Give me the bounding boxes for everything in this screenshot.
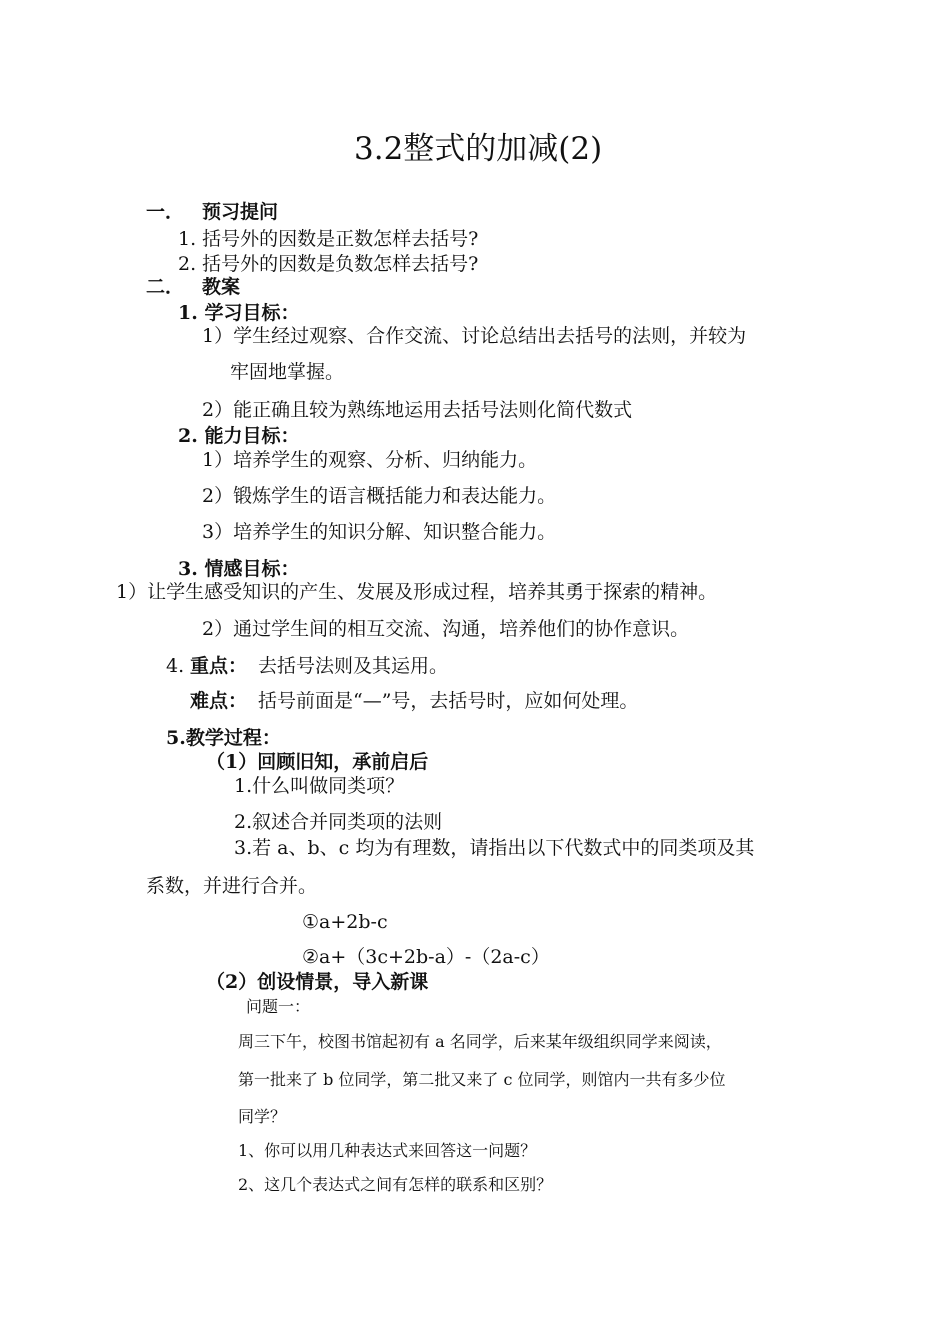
preview-question-2: 2. 括号外的因数是负数怎样去括号?: [178, 253, 479, 275]
section-1-number: 一．: [146, 201, 185, 223]
review-question-1: 1.什么叫做同类项？: [234, 775, 405, 797]
problem-question-2: 2、这几个表达式之间有怎样的联系和区别？: [238, 1175, 553, 1194]
emotion-goal-2: 2）通过学生间的相互交流、沟通，培养他们的协作意识。: [202, 618, 690, 640]
learning-goals-heading: 1. 学习目标：: [178, 302, 300, 324]
key-point-number: 4.: [166, 655, 185, 677]
key-point-text: 去括号法则及其运用。: [258, 655, 449, 677]
problem-text-line-1: 周三下午，校图书馆起初有 a 名同学，后来某年级组织同学来阅读，: [238, 1032, 722, 1051]
problem-text-line-2: 第一批来了 b 位同学，第二批又来了 c 位同学，则馆内一共有多少位: [238, 1070, 726, 1089]
expression-2: ②a+（3c+2b-a）-（2a-c）: [302, 946, 550, 968]
section-2-number: 二．: [146, 276, 185, 298]
difficult-point-text: 括号前面是“—”号，去括号时，应如何处理。: [258, 690, 639, 712]
page-title: 3.2整式的加减(2): [354, 131, 603, 167]
teaching-process-heading: 5.教学过程：: [166, 727, 281, 749]
review-question-3-line-1: 3.若 a、b、c 均为有理数，请指出以下代数式中的同类项及其: [234, 837, 755, 859]
problem-label: 问题一：: [246, 997, 311, 1016]
part-1-heading: （1）回顾旧知，承前启后: [206, 751, 429, 773]
learning-goal-1-line-2: 牢固地掌握。: [230, 361, 345, 383]
expression-1: ①a+2b-c: [302, 911, 388, 933]
ability-goals-heading: 2. 能力目标：: [178, 425, 300, 447]
problem-question-1: 1、你可以用几种表达式来回答这一问题？: [238, 1141, 537, 1160]
section-1-heading: 预习提问: [202, 201, 279, 223]
learning-goal-1-line-1: 1）学生经过观察、合作交流、讨论总结出去括号的法则，并较为: [202, 325, 747, 347]
review-question-3-line-2: 系数，并进行合并。: [146, 875, 318, 897]
learning-goal-2: 2）能正确且较为熟练地运用去括号法则化简代数式: [202, 399, 633, 421]
emotion-goals-heading: 3. 情感目标：: [178, 558, 300, 580]
review-question-2: 2.叙述合并同类项的法则: [234, 811, 443, 833]
part-2-heading: （2）创设情景，导入新课: [206, 971, 429, 993]
difficult-point-label: 难点：: [190, 690, 248, 712]
emotion-goal-1: 1）让学生感受知识的产生、发展及形成过程，培养其勇于探索的精神。: [116, 581, 718, 603]
ability-goal-3: 3）培养学生的知识分解、知识整合能力。: [202, 521, 557, 543]
ability-goal-1: 1）培养学生的观察、分析、归纳能力。: [202, 449, 538, 471]
problem-text-line-3: 同学？: [238, 1107, 287, 1126]
key-point-label: 重点：: [190, 655, 248, 677]
preview-question-1: 1. 括号外的因数是正数怎样去括号?: [178, 228, 479, 250]
section-2-heading: 教案: [202, 276, 241, 298]
ability-goal-2: 2）锻炼学生的语言概括能力和表达能力。: [202, 485, 557, 507]
